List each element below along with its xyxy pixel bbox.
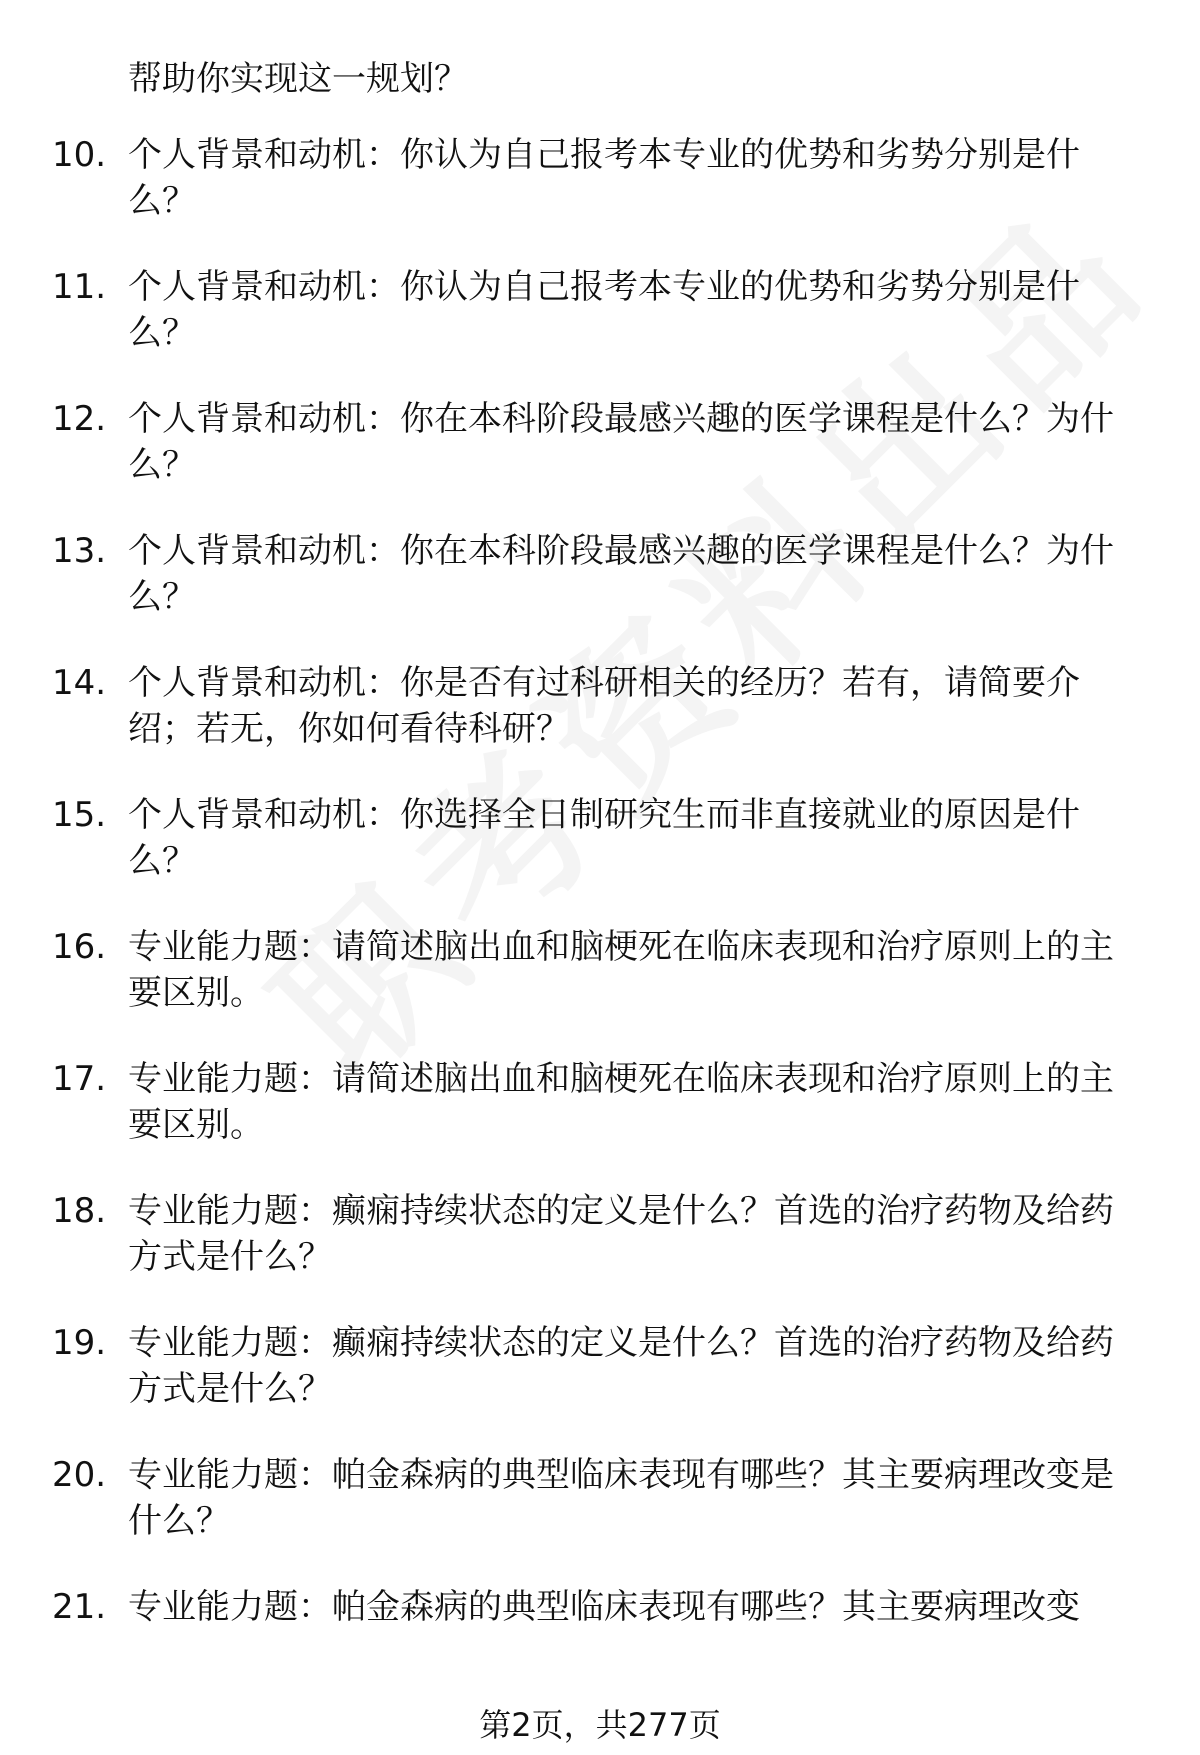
item-text: 专业能力题：癫痫持续状态的定义是什么？首选的治疗药物及给药方式是什么？ [128,1191,1114,1277]
item-text: 个人背景和动机：你是否有过科研相关的经历？若有，请简要介绍；若无，你如何看待科研？ [128,663,1080,749]
item-number: 12. [52,399,107,439]
item-text: 个人背景和动机：你在本科阶段最感兴趣的医学课程是什么？为什么？ [128,399,1114,485]
page-footer: 第2页，共277页 [479,1706,721,1744]
item-text: 专业能力题：癫痫持续状态的定义是什么？首选的治疗药物及给药方式是什么？ [128,1323,1114,1409]
item-number: 18. [52,1191,107,1231]
list-item [0,924,1200,1056]
item-number: 20. [52,1455,107,1495]
item-text: 专业能力题：帕金森病的典型临床表现有哪些？其主要病理改变 [128,1587,1080,1627]
list-item [0,1584,1200,1716]
item-text: 个人背景和动机：你选择全日制研究生而非直接就业的原因是什么？ [128,795,1080,881]
list-item [0,132,1200,264]
list-item [0,528,1200,660]
list-item [0,264,1200,396]
item-text: 专业能力题：请简述脑出血和脑梗死在临床表现和治疗原则上的主要区别。 [128,1059,1114,1145]
item-number: 15. [52,795,107,835]
item-number: 10. [52,135,107,175]
item-number: 19. [52,1323,107,1363]
list-item [0,396,1200,528]
list-item [0,792,1200,924]
item-number: 21. [52,1587,107,1627]
continuation-text: 帮助你实现这一规划？ [128,59,468,99]
list-item [0,1188,1200,1320]
item-text: 专业能力题：请简述脑出血和脑梗死在临床表现和治疗原则上的主要区别。 [128,927,1114,1013]
list-item [0,1452,1200,1584]
item-number: 11. [52,267,107,307]
item-text: 个人背景和动机：你认为自己报考本专业的优势和劣势分别是什么？ [128,267,1080,353]
item-text: 个人背景和动机：你在本科阶段最感兴趣的医学课程是什么？为什么？ [128,531,1114,617]
item-number: 17. [52,1059,107,1099]
item-number: 16. [52,927,107,967]
item-text: 专业能力题：帕金森病的典型临床表现有哪些？其主要病理改变是什么？ [128,1455,1114,1541]
list-item [0,1056,1200,1188]
item-number: 14. [52,663,107,703]
list-item [0,1320,1200,1452]
question-list [0,132,1200,1716]
list-item [0,660,1200,792]
item-text: 个人背景和动机：你认为自己报考本专业的优势和劣势分别是什么？ [128,135,1080,221]
item-number: 13. [52,531,107,571]
